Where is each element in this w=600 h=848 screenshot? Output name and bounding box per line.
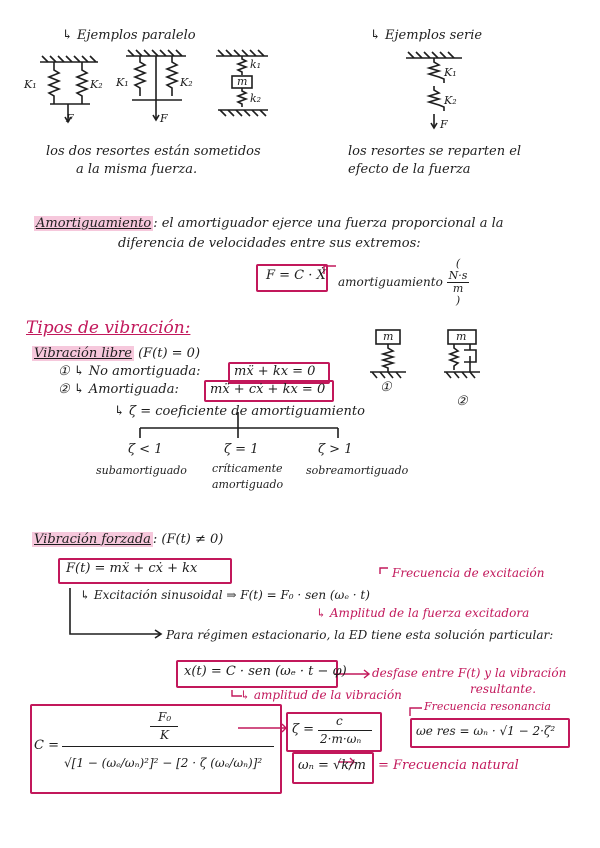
zeta-greater-than-one: ζ > 1 [318,442,353,457]
amplitude-c-denominator: √[1 − (ωₑ/ωₙ)²]² − [2 · ζ (ωₑ/ωₙ)]² [64,756,263,770]
fig2-number: ② [456,394,468,409]
amplitude-c-num-top: F₀ [158,710,172,724]
natural-frequency-label: = Frecuencia natural [378,758,519,773]
damping-unit-den: m [452,282,464,295]
vibration-types-title: Tipos de vibración: [26,318,191,338]
item2-prefix: ② ↳ Amortiguada: [58,382,179,397]
force-label-a: F [66,112,74,125]
series-note-line1: los resortes se reparten el [348,144,522,159]
spring-label-k1-b: K₁ [116,76,129,89]
zeta-formula-den: 2·m·ωₙ [320,732,362,746]
critically-damped-label-2: amortiguado [212,478,284,491]
item1-eq: mẍ + kx = 0 [234,364,316,379]
spring-label-k2-d: K₂ [444,94,457,107]
damping-label [338,258,469,307]
spring-label-k2-b: K₂ [180,76,193,89]
resonance-eq: ωe res = ωₙ · √1 − 2·ζ² [416,724,556,738]
force-label-d: F [440,118,448,131]
item2-eq: mẍ + cẋ + kx = 0 [210,382,326,397]
zeta-less-than-one: ζ < 1 [128,442,163,457]
free-vibration-heading [32,346,200,361]
damping-label-text: amortiguamiento [338,275,443,289]
free-vibration-condition: (F(t) = 0) [138,346,201,361]
forced-vibration-term: Vibración forzada [34,532,151,547]
phase-label-2: resultante. [470,682,537,696]
amplitude-c-inner-fraction-bar [150,726,178,727]
series-title: ↳ Ejemplos serie [370,28,483,43]
damping-definition-text: : el amortiguador ejerce una fuerza proporcional a la [153,216,504,231]
damping-definition-line1 [34,216,504,231]
excitation-frequency-label: Frecuencia de excitación [392,566,545,580]
force-label-b: F [160,112,168,125]
fig1-mass-label: m [383,330,394,343]
damping-formula: F = C · Ẋ [266,268,326,283]
x-solution-eq: x(t) = C · sen (ωₑ · t − φ) [184,664,347,679]
phase-label: desfase entre F(t) y la vibración [372,666,567,680]
zeta-definition: ↳ ζ = coeficiente de amortiguamiento [114,404,365,419]
forced-vibration-heading [32,532,223,547]
zeta-equal-one: ζ = 1 [224,442,259,457]
free-vibration-term: Vibración libre [34,346,132,361]
zeta-formula-lhs: ζ = [292,722,315,737]
damping-definition-line2: diferencia de velocidades entre sus extremos: [118,236,421,251]
amplitude-c-lhs: C = [34,738,59,753]
mass-label-c: m [237,75,248,88]
resonance-label: Frecuencia resonancia [424,700,551,713]
damping-term: Amortiguamiento [36,216,152,231]
zeta-fraction-bar [318,730,372,731]
series-note-line2: efecto de la fuerza [348,162,471,177]
spring-label-k1-a: K₁ [24,78,37,91]
zeta-formula-num: c [336,714,343,728]
parallel-note-line2: a la misma fuerza. [76,162,198,177]
spring-label-k2-a: K₂ [90,78,103,91]
fig1-number: ① [380,380,392,395]
parallel-title: ↳ Ejemplos paralelo [62,28,196,43]
spring-label-k1-c: k₁ [250,58,262,71]
damping-unit-num: N·s [448,269,468,282]
forced-main-eq: F(t) = mẍ + cẋ + kx [66,561,198,576]
force-amplitude-label: ↳ Amplitud de la fuerza excitadora [316,606,530,620]
natural-frequency-eq: ωₙ = √k/m [298,758,366,773]
steady-state-text: Para régimen estacionario, la ED tiene esta solución particular: [166,628,554,642]
sinusoidal-excitation: ↳ Excitación sinusoidal ⇒ F(t) = F₀ · sen (ωₑ · t) [80,588,370,602]
amplitude-c-fraction-bar [62,746,274,747]
item1-prefix: ① ↳ No amortiguada: [58,364,201,379]
fig2-mass-label: m [456,330,467,343]
spring-label-k1-d: K₁ [444,66,457,79]
underdamped-label: subamortiguado [96,464,187,477]
amplitude-c-num-bottom: K [160,728,169,742]
vibration-amplitude-label: ↳ amplitud de la vibración [240,688,402,702]
critically-damped-label-1: críticamente [212,462,283,475]
amplitude-c-box [30,704,282,794]
damping-unit: ( N·s m ) [448,257,468,307]
forced-vibration-condition: : (F(t) ≠ 0) [152,532,224,547]
parallel-note-line1: los dos resortes están sometidos [46,144,261,159]
spring-label-k2-c: k₂ [250,92,262,105]
overdamped-label: sobreamortiguado [306,464,409,477]
